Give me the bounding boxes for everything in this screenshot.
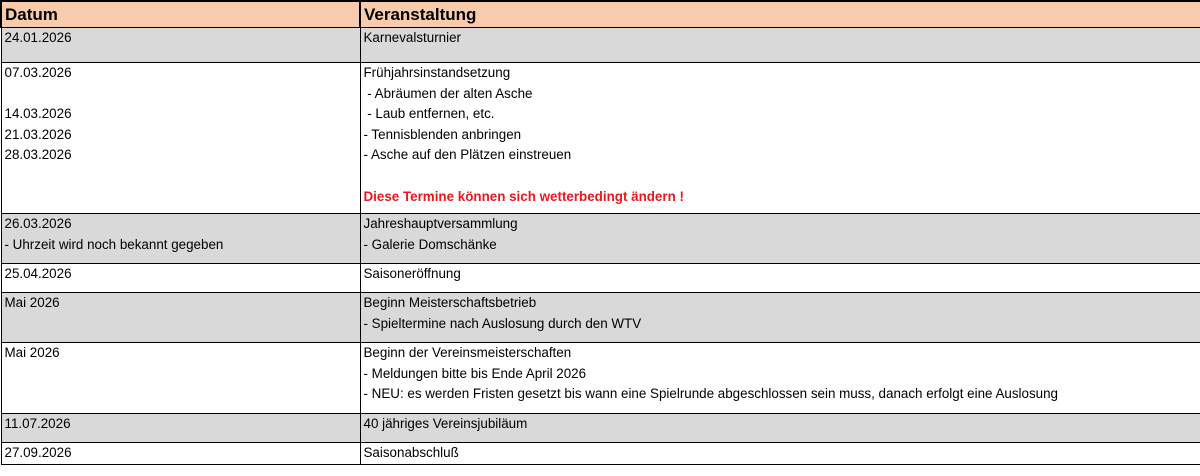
event-cell (360, 293, 1200, 343)
blank-line (364, 166, 1200, 187)
date-line: Mai 2026 (4, 295, 60, 310)
event-line: Saisonabschluß (363, 445, 459, 460)
date-cell (1, 443, 360, 465)
date-line: 25.04.2026 (4, 266, 72, 281)
header-event: Veranstaltung (360, 1, 1200, 28)
date-line: - Uhrzeit wird noch bekannt gegeben (4, 236, 224, 252)
event-line: Karnevalsturnier (363, 30, 462, 45)
event-line: - Abräumen der alten Asche (363, 85, 533, 101)
event-line: Beginn Meisterschaftsbetrieb (363, 295, 537, 310)
event-cell (360, 214, 1200, 264)
date-line: 24.01.2026 (4, 30, 72, 45)
table-row (1, 28, 1200, 63)
event-cell (360, 343, 1200, 414)
table-row (1, 443, 1200, 465)
event-line: - NEU: es werden Fristen gesetzt bis wann eine Spielrunde abgeschlossen sein muss, danach erfolgt eine Auslosung (363, 386, 1058, 402)
header-row (1, 1, 1200, 28)
event-line: Jahreshauptversammlung (363, 216, 518, 231)
table-row (1, 63, 1200, 214)
date-line: Mai 2026 (4, 345, 60, 360)
date-line: 21.03.2026 (4, 126, 72, 142)
event-cell (360, 264, 1200, 293)
table-row (1, 264, 1200, 293)
event-line: - Laub entfernen, etc. (363, 106, 495, 122)
date-line (5, 84, 360, 105)
date-cell (1, 414, 360, 443)
event-line: 40 jähriges Vereinsjubiläum (363, 416, 528, 431)
date-line: 26.03.2026 (4, 216, 72, 231)
event-cell (360, 443, 1200, 465)
date-cell (1, 343, 360, 414)
date-line: 28.03.2026 (4, 147, 72, 163)
table-row (1, 214, 1200, 264)
date-cell (1, 214, 360, 264)
date-line: 14.03.2026 (4, 106, 72, 122)
header-date: Datum (1, 1, 360, 28)
date-cell (1, 293, 360, 343)
event-line: - Asche auf den Plätzen einstreuen (363, 147, 572, 163)
event-line: - Meldungen bitte bis Ende April 2026 (363, 365, 587, 381)
event-cell (360, 414, 1200, 443)
date-cell (1, 28, 360, 63)
event-line: Beginn der Vereinsmeisterschaften (363, 345, 572, 360)
date-line: 27.09.2026 (4, 445, 72, 460)
date-line: 07.03.2026 (4, 65, 72, 80)
event-line: Saisoneröffnung (363, 266, 461, 281)
event-cell (360, 63, 1200, 214)
date-line: 11.07.2026 (4, 416, 71, 431)
event-line: - Spieltermine nach Auslosung durch den WTV (363, 315, 642, 331)
event-line: Frühjahrsinstandsetzung (363, 65, 511, 80)
date-cell (1, 264, 360, 293)
table-row (1, 414, 1200, 443)
table-row (1, 343, 1200, 414)
event-line: - Tennisblenden anbringen (363, 126, 522, 142)
event-line: - Galerie Domschänke (363, 236, 497, 252)
table-row (1, 293, 1200, 343)
weather-warning: Diese Termine können sich wetterbedingt ändern ! (363, 188, 684, 204)
event-cell (360, 28, 1200, 63)
date-cell (1, 63, 360, 214)
